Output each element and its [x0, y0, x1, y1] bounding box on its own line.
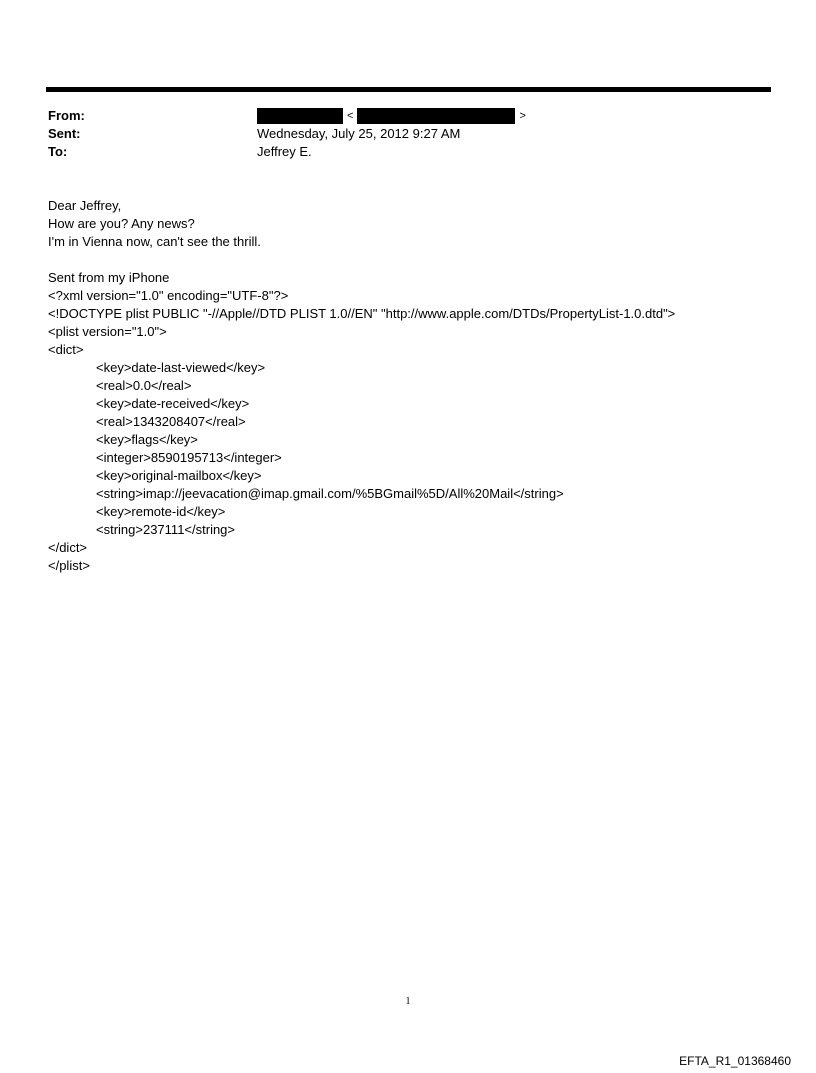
- from-open-bracket: <: [347, 110, 354, 122]
- signature: Sent from my iPhone: [48, 270, 170, 285]
- dict-entry: <integer>8590195713</integer>: [96, 450, 282, 465]
- redacted-sender-email: [357, 108, 515, 124]
- dict-entry: <key>date-last-viewed</key>: [96, 360, 266, 375]
- dict-entry: <real>0.0</real>: [96, 378, 192, 393]
- xml-declaration: <?xml version="1.0" encoding="UTF-8"?>: [48, 288, 289, 303]
- dict-entry: <string>237111</string>: [96, 522, 236, 537]
- redacted-sender-name: [257, 108, 343, 124]
- dict-entry: <key>flags</key>: [96, 432, 198, 447]
- plist-close: </plist>: [48, 558, 90, 573]
- from-row: [48, 107, 768, 125]
- document-id: EFTA_R1_01368460: [679, 1054, 791, 1068]
- dict-entry: <string>imap://jeevacation@imap.gmail.com/%5BGmail%5D/All%20Mail</string>: [96, 486, 564, 501]
- header-rule: [46, 87, 771, 92]
- plist-open: <plist version="1.0">: [48, 324, 167, 339]
- dict-entry: <key>remote-id</key>: [96, 504, 226, 519]
- dict-open: <dict>: [48, 342, 84, 357]
- sent-row: [48, 125, 768, 143]
- from-value: [257, 107, 530, 125]
- dict-entry: <key>date-received</key>: [96, 396, 250, 411]
- sent-value: Wednesday, July 25, 2012 9:27 AM: [257, 126, 461, 141]
- body-line: How are you? Any news?: [48, 216, 195, 231]
- greeting: Dear Jeffrey,: [48, 198, 122, 213]
- email-header: [48, 107, 768, 161]
- from-label: From:: [48, 108, 85, 123]
- dict-entry: <real>1343208407</real>: [96, 414, 246, 429]
- email-body: [48, 197, 788, 575]
- to-row: [48, 143, 768, 161]
- body-line: I'm in Vienna now, can't see the thrill.: [48, 234, 261, 249]
- from-close-bracket: >: [519, 110, 526, 122]
- sent-label: Sent:: [48, 126, 81, 141]
- to-label: To:: [48, 144, 68, 159]
- dict-close: </dict>: [48, 540, 88, 555]
- blank-line: [48, 251, 788, 269]
- dict-entry: <key>original-mailbox</key>: [96, 468, 262, 483]
- page-number: 1: [405, 996, 411, 1007]
- doctype-line: <!DOCTYPE plist PUBLIC "-//Apple//DTD PLIST 1.0//EN" "http://www.apple.com/DTDs/PropertyList-1.0.dtd">: [48, 306, 676, 321]
- to-value: Jeffrey E.: [257, 144, 312, 159]
